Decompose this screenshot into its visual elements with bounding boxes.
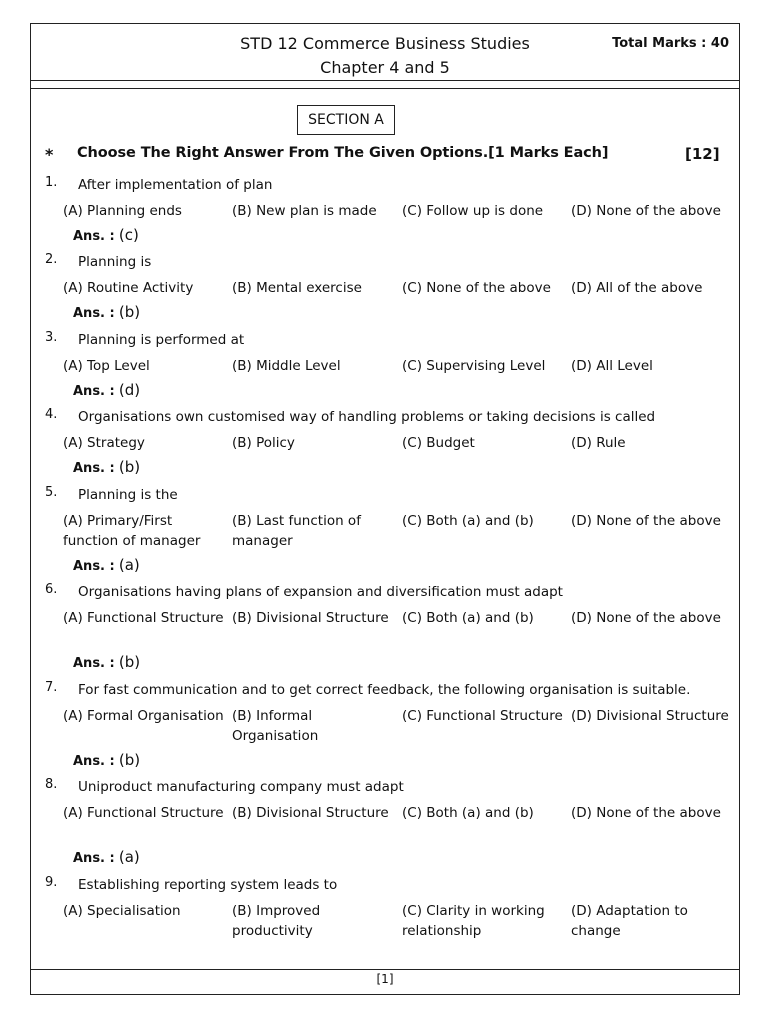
option-a: (A) Functional Structure bbox=[63, 610, 224, 626]
answer-label: Ans. : bbox=[73, 461, 115, 476]
answer-value: (b) bbox=[118, 303, 141, 321]
option-c: (C) Clarity in working relationship bbox=[402, 903, 545, 939]
option-c: (C) Functional Structure bbox=[402, 708, 563, 724]
option-b: (B) Informal Organisation bbox=[232, 708, 319, 744]
option-d: (D) Adaptation to change bbox=[571, 903, 688, 939]
question-number: 3. bbox=[45, 330, 58, 345]
question-number: 8. bbox=[45, 777, 58, 792]
question-text: Organisations own customised way of handling problems or taking decisions is called bbox=[78, 409, 656, 425]
header-divider-bottom bbox=[31, 88, 739, 89]
option-d: (D) All of the above bbox=[571, 280, 703, 296]
question-number: 4. bbox=[45, 407, 58, 422]
answer bbox=[73, 848, 140, 866]
option-b: (B) Divisional Structure bbox=[232, 610, 389, 626]
question-text: Establishing reporting system leads to bbox=[78, 877, 338, 893]
question-number: 2. bbox=[45, 252, 58, 267]
option-c: (C) Supervising Level bbox=[402, 358, 546, 374]
option-d: (D) None of the above bbox=[571, 513, 721, 529]
answer-value: (b) bbox=[118, 653, 141, 671]
answer-label: Ans. : bbox=[73, 384, 115, 399]
question-number: 9. bbox=[45, 875, 58, 890]
answer-value: (b) bbox=[118, 458, 141, 476]
answer-label: Ans. : bbox=[73, 754, 115, 769]
option-a: (A) Functional Structure bbox=[63, 805, 224, 821]
header-divider-top bbox=[31, 80, 739, 81]
option-d: (D) None of the above bbox=[571, 203, 721, 219]
answer-label: Ans. : bbox=[73, 559, 115, 574]
section-total-marks: [12] bbox=[685, 145, 720, 163]
option-a: (A) Specialisation bbox=[63, 903, 181, 919]
option-c: (C) Both (a) and (b) bbox=[402, 610, 534, 626]
option-b: (B) Mental exercise bbox=[232, 280, 362, 296]
footer-divider bbox=[31, 969, 739, 970]
question-number: 5. bbox=[45, 485, 58, 500]
question-text: After implementation of plan bbox=[78, 177, 273, 193]
page-header bbox=[31, 24, 739, 82]
answer bbox=[73, 381, 140, 399]
answer-value: (b) bbox=[118, 751, 141, 769]
page-subtitle: Chapter 4 and 5 bbox=[320, 58, 450, 77]
question-number: 1. bbox=[45, 175, 58, 190]
answer-value: (d) bbox=[118, 381, 141, 399]
answer bbox=[73, 556, 140, 574]
answer bbox=[73, 458, 140, 476]
page-frame bbox=[30, 23, 740, 995]
answer bbox=[73, 226, 139, 244]
section-label: SECTION A bbox=[297, 105, 395, 135]
option-c: (C) Both (a) and (b) bbox=[402, 513, 534, 529]
page-number: [1] bbox=[376, 972, 394, 986]
option-d: (D) All Level bbox=[571, 358, 653, 374]
option-c: (C) None of the above bbox=[402, 280, 551, 296]
answer-label: Ans. : bbox=[73, 306, 115, 321]
answer bbox=[73, 653, 140, 671]
option-a: (A) Formal Organisation bbox=[63, 708, 224, 724]
question-number: 7. bbox=[45, 680, 58, 695]
option-b: (B) Improved productivity bbox=[232, 903, 321, 939]
option-a: (A) Primary/First function of manager bbox=[63, 513, 201, 549]
option-d: (D) Divisional Structure bbox=[571, 708, 729, 724]
answer-value: (a) bbox=[118, 556, 140, 574]
option-a: (A) Top Level bbox=[63, 358, 150, 374]
instruction-bullet: * bbox=[45, 145, 54, 164]
option-d: (D) None of the above bbox=[571, 610, 721, 626]
question-text: Organisations having plans of expansion and diversification must adapt bbox=[78, 584, 563, 600]
option-b: (B) New plan is made bbox=[232, 203, 377, 219]
question-text: Uniproduct manufacturing company must adapt bbox=[78, 779, 404, 795]
page-title: STD 12 Commerce Business Studies bbox=[240, 34, 530, 53]
option-b: (B) Last function of manager bbox=[232, 513, 361, 549]
option-b: (B) Middle Level bbox=[232, 358, 341, 374]
option-c: (C) Both (a) and (b) bbox=[402, 805, 534, 821]
answer-label: Ans. : bbox=[73, 851, 115, 866]
option-d: (D) None of the above bbox=[571, 805, 721, 821]
option-c: (C) Follow up is done bbox=[402, 203, 544, 219]
question-text: Planning is bbox=[78, 254, 152, 270]
option-b: (B) Divisional Structure bbox=[232, 805, 389, 821]
answer-label: Ans. : bbox=[73, 229, 115, 244]
question-text: For fast communication and to get correct feedback, the following organisation is suitable. bbox=[78, 682, 691, 698]
total-marks: Total Marks : 40 bbox=[612, 36, 729, 51]
question-text: Planning is performed at bbox=[78, 332, 245, 348]
option-a: (A) Routine Activity bbox=[63, 280, 194, 296]
answer bbox=[73, 303, 140, 321]
answer-value: (a) bbox=[118, 848, 140, 866]
option-b: (B) Policy bbox=[232, 435, 295, 451]
question-number: 6. bbox=[45, 582, 58, 597]
option-d: (D) Rule bbox=[571, 435, 626, 451]
answer bbox=[73, 751, 140, 769]
answer-label: Ans. : bbox=[73, 656, 115, 671]
option-c: (C) Budget bbox=[402, 435, 475, 451]
question-text: Planning is the bbox=[78, 487, 178, 503]
section-instruction: Choose The Right Answer From The Given Options.[1 Marks Each] bbox=[77, 145, 609, 161]
answer-value: (c) bbox=[118, 226, 139, 244]
option-a: (A) Strategy bbox=[63, 435, 145, 451]
option-a: (A) Planning ends bbox=[63, 203, 182, 219]
